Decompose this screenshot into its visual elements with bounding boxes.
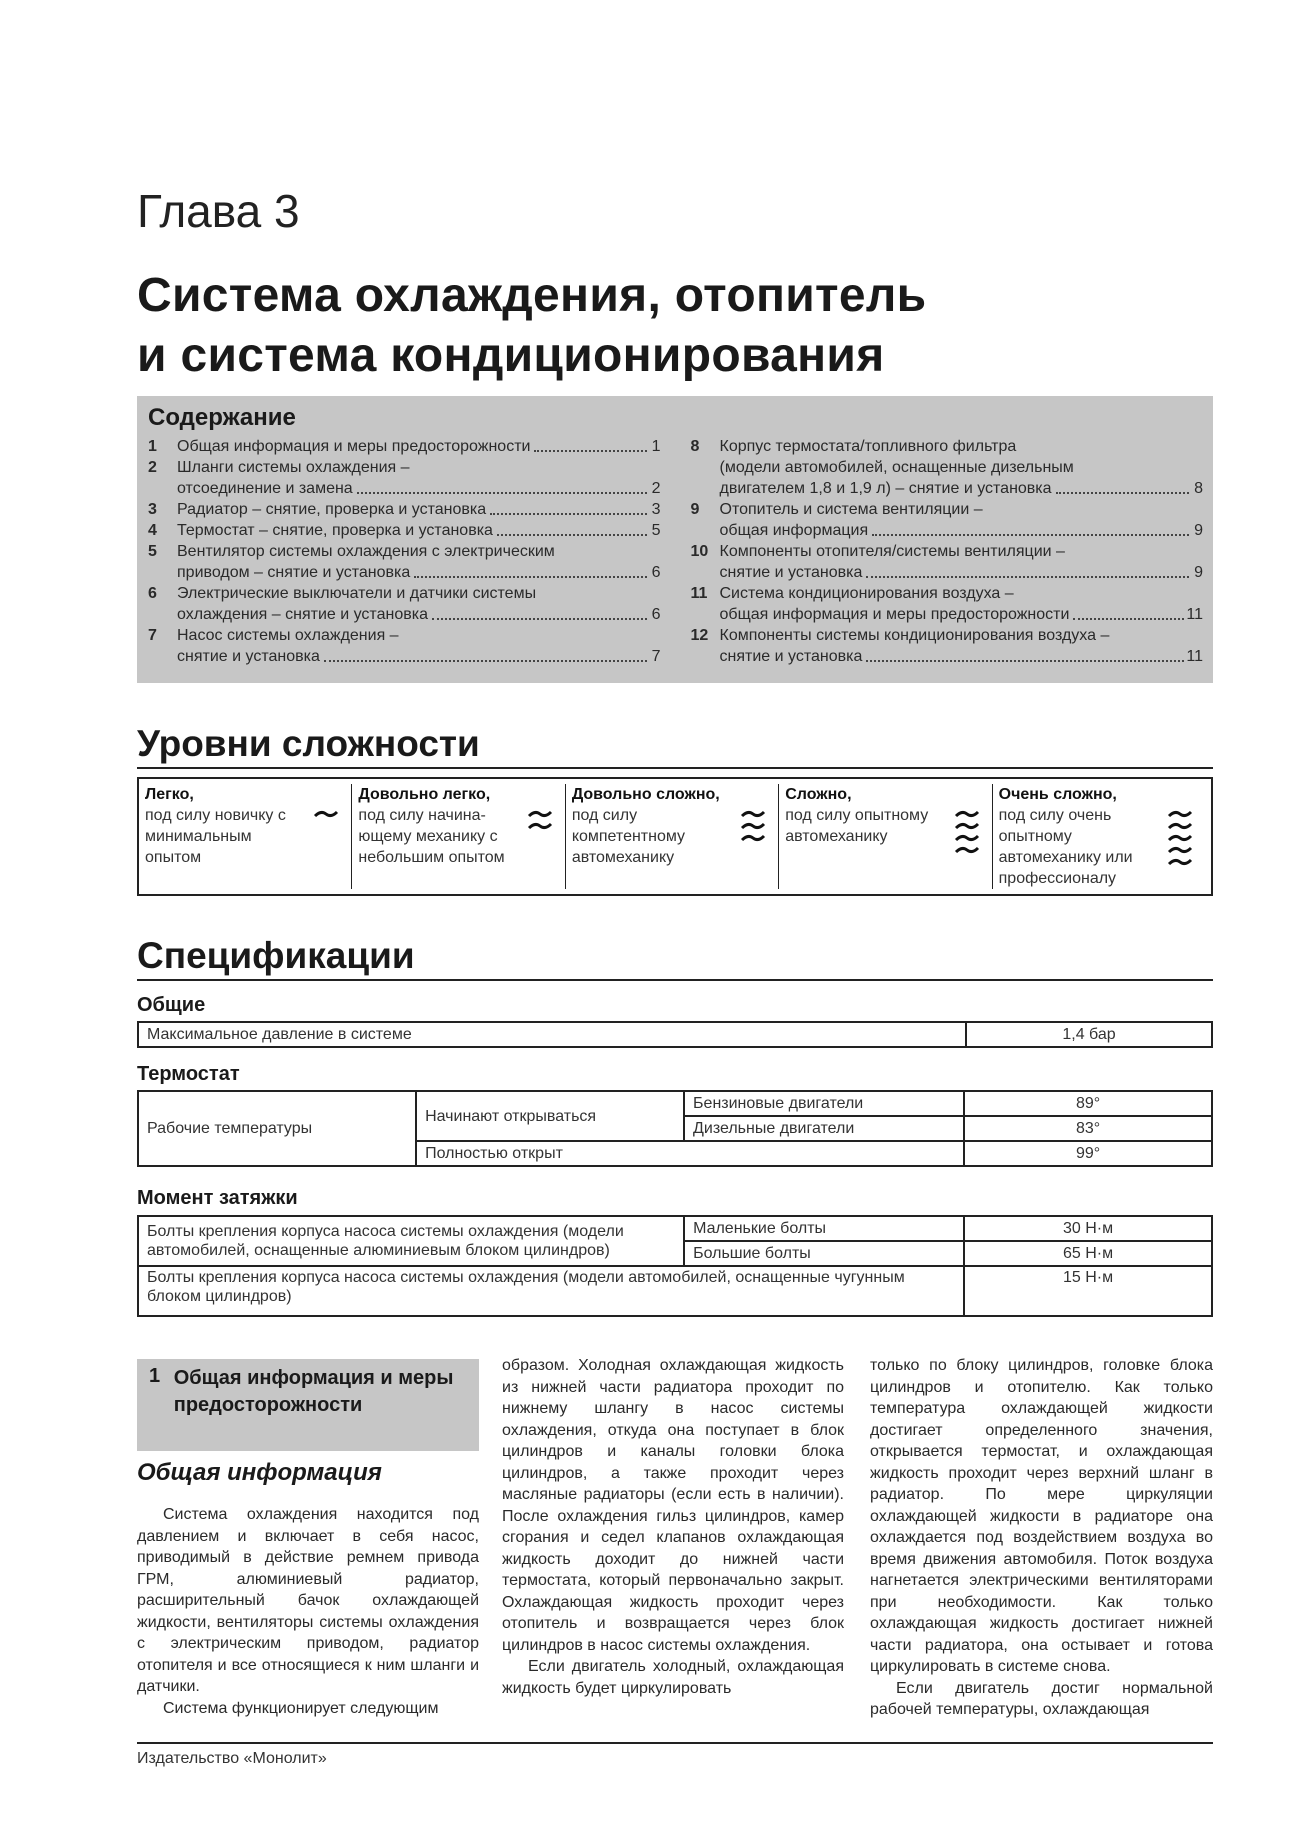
toc-leader-dots — [490, 499, 646, 515]
wrench-2-icon — [521, 784, 559, 889]
toc-leader-dots — [866, 562, 1189, 578]
spec-label: Болты крепления корпуса насоса системы охлаждения (модели автомобилей, оснащенные алюминиевым блоком цилиндров) — [138, 1216, 684, 1266]
toc-entry-text — [177, 520, 661, 541]
paragraph: только по блоку цилиндров, головке блока цилиндров и отопителю. Как только температура охлаждающей жидкости достигает определенного значения, открывается термостат, и охлаждающая жидкость проходит через верхний шланг в радиатор. По мере циркуляции охлаждающей жидкости в радиаторе она охлаждается под воздействием воздуха во время движения автомобиля. Поток воздуха нагнетается электрическими вентиляторами при необходимости. Как только охлаждающая жидкость достигает нижней части радиатора, она остывает и готова циркулировать в системе снова. — [870, 1357, 1213, 1675]
toc-entry — [148, 520, 661, 541]
spec-sublabel: Полностью открыт — [416, 1141, 964, 1166]
toc-line — [177, 499, 661, 520]
specs-heading: Спецификации — [137, 933, 1213, 981]
toc-line-text: общая информация — [719, 522, 869, 539]
levels-heading: Уровни сложности — [137, 721, 1213, 769]
toc-entry-text — [177, 436, 661, 457]
difficulty-text — [358, 784, 520, 889]
difficulty-description: под силу опытному автомеханику — [785, 807, 929, 845]
toc-line-text: охлаждения – снятие и установка — [177, 606, 428, 623]
spec-value: 30 Н·м — [964, 1216, 1212, 1241]
difficulty-level — [358, 784, 565, 889]
paragraph: образом. Холодная охлаждающая жидкость из нижней части радиатора проходит по нижнему шлангу в насос системы охлаждения, откуда она поступает в блок цилиндров и каналы головки блока цилиндров, а также проходит через масляные радиаторы (если есть в наличии). После охлаждения гильз цилиндров, камер сгорания и седел клапанов охлаждающая жидкость доходит до нижней части термостата, который первоначально закрыт. Охлаждающая жидкость проходит через отопитель и возвращается через блок цилиндров в насос системы охлаждения. — [502, 1357, 844, 1654]
toc-entry — [148, 583, 661, 625]
difficulty-level — [145, 784, 352, 889]
toc-entry-number: 3 — [148, 501, 157, 518]
torque-table — [137, 1215, 1213, 1317]
table-of-contents — [137, 396, 1213, 683]
paragraph: Система охлаждения находится под давлением и включает в себя насос, приводимый в действие ремнем привода ГРМ, алюминиевый радиатор, расширительный бачок охлаждающей жидкости, вентиляторы системы охлаждения с электрическим приводом, радиатор отопителя и все относящиеся к ним шланги и датчики. — [137, 1506, 479, 1695]
title-line-2: и система кондиционирования — [137, 329, 885, 382]
thermostat-table — [137, 1090, 1213, 1167]
toc-left-column — [148, 436, 661, 667]
table-row — [138, 1091, 1212, 1116]
difficulty-level — [572, 784, 779, 889]
toc-line-text: двигателем 1,8 и 1,9 л) – снятие и установка — [719, 480, 1052, 497]
spec-sublabel: Бензиновые двигатели — [684, 1091, 964, 1116]
toc-entry-text — [177, 499, 661, 520]
toc-entry-text — [720, 583, 1204, 625]
spec-sublabel: Большие болты — [684, 1241, 964, 1266]
toc-entry-number: 1 — [148, 438, 157, 455]
difficulty-level — [785, 784, 992, 889]
text-column-3 — [870, 1355, 1213, 1721]
toc-line-text: Система кондиционирования воздуха – — [719, 585, 1014, 602]
toc-line-text: Отопитель и система вентиляции – — [719, 501, 983, 518]
toc-leader-dots — [534, 436, 646, 452]
toc-line-text: снятие и установка — [177, 648, 320, 665]
toc-line-text: Электрические выключатели и датчики системы — [177, 585, 537, 602]
toc-entry-text — [177, 541, 661, 583]
toc-line — [720, 583, 1204, 604]
toc-leader-dots — [414, 562, 646, 578]
toc-line-text: Радиатор – снятие, проверка и установка — [177, 501, 487, 518]
toc-page-number: 11 — [1186, 606, 1203, 623]
toc-heading: Содержание — [148, 404, 296, 431]
toc-entry-number: 5 — [148, 543, 157, 560]
difficulty-title: Довольно сложно, — [571, 786, 720, 803]
subsection-title: Общая информация — [137, 1459, 382, 1486]
toc-line — [720, 541, 1204, 562]
toc-entry — [691, 625, 1204, 667]
text-column-2 — [502, 1355, 844, 1699]
toc-line — [177, 520, 661, 541]
toc-page-number: 6 — [649, 604, 661, 625]
toc-entry-text — [720, 541, 1204, 583]
toc-entry — [691, 583, 1204, 625]
toc-line — [720, 499, 1204, 520]
difficulty-text — [572, 784, 734, 889]
difficulty-levels — [137, 777, 1213, 896]
spec-value: 15 Н·м — [964, 1266, 1212, 1316]
wrench-3-icon — [734, 784, 772, 889]
toc-line-text: приводом – снятие и установка — [177, 564, 411, 581]
difficulty-description: под силу очень опытному автомеханику или профессионалу — [998, 807, 1133, 887]
toc-leader-dots — [872, 520, 1189, 536]
toc-entry-text — [720, 625, 1204, 667]
toc-line — [177, 583, 661, 604]
toc-line-text: снятие и установка — [719, 564, 863, 581]
table-row — [138, 1266, 1212, 1316]
table-row — [138, 1022, 1212, 1047]
toc-line-text: Компоненты системы кондиционирования воздуха – — [719, 627, 1110, 644]
difficulty-level — [999, 784, 1205, 889]
spec-sublabel: Дизельные двигатели — [684, 1116, 964, 1141]
spec-sublabel: Начинают открываться — [416, 1091, 684, 1141]
toc-line-text: снятие и установка — [719, 648, 863, 665]
paragraph: Если двигатель холодный, охлаждающая жидкость будет циркулировать — [502, 1658, 844, 1697]
toc-entry-number: 10 — [690, 543, 709, 560]
toc-page-number: 3 — [649, 499, 661, 520]
toc-line — [177, 478, 661, 499]
torque-heading: Момент затяжки — [137, 1187, 298, 1209]
toc-page-number: 2 — [649, 478, 661, 499]
paragraph: Если двигатель достиг нормальной рабочей температуры, охлаждающая — [870, 1679, 1213, 1718]
toc-page-number: 9 — [1191, 520, 1203, 541]
toc-entry — [148, 499, 661, 520]
spec-value: 1,4 бар — [966, 1022, 1212, 1047]
toc-entry — [691, 436, 1204, 499]
wrench-4-icon — [948, 784, 986, 889]
toc-line — [720, 604, 1204, 625]
difficulty-text — [999, 784, 1161, 889]
footer-rule — [137, 1742, 1213, 1744]
toc-line — [177, 562, 661, 583]
toc-line — [720, 646, 1204, 667]
toc-line-text: Насос системы охлаждения – — [177, 627, 399, 644]
toc-entry — [148, 541, 661, 583]
toc-line — [720, 478, 1204, 499]
toc-page-number: 5 — [649, 520, 661, 541]
toc-line — [720, 436, 1204, 457]
toc-entry-text — [177, 583, 661, 625]
toc-leader-dots — [432, 604, 647, 620]
wrench-5-icon — [1161, 784, 1199, 889]
toc-line-text: отсоединение и замена — [177, 480, 353, 497]
general-heading: Общие — [137, 994, 206, 1016]
toc-page-number: 9 — [1191, 562, 1203, 583]
toc-line — [177, 457, 661, 478]
spec-value: 99° — [964, 1141, 1212, 1166]
toc-line-text: Общая информация и меры предосторожности — [177, 438, 531, 455]
thermostat-heading: Термостат — [137, 1063, 240, 1085]
section-title: Общая информация и меры предосторожности — [173, 1367, 454, 1416]
toc-entry-number: 8 — [690, 438, 700, 455]
spec-label: Максимальное давление в системе — [138, 1022, 966, 1047]
toc-line-text: Вентилятор системы охлаждения с электрическим — [177, 543, 555, 560]
toc-entry-number: 11 — [690, 585, 708, 602]
chapter-title — [137, 266, 1187, 386]
toc-leader-dots — [497, 520, 647, 536]
toc-entry-number: 12 — [690, 627, 709, 644]
toc-entry-number: 2 — [148, 459, 157, 476]
spec-label: Болты крепления корпуса насоса системы охлаждения (модели автомобилей, оснащенные чугунным блоком цилиндров) — [138, 1266, 964, 1316]
toc-entry — [691, 541, 1204, 583]
toc-line-text: общая информация и меры предосторожности — [719, 606, 1070, 623]
title-line-1: Система охлаждения, отопитель — [137, 269, 927, 322]
toc-entry-number: 6 — [148, 585, 157, 602]
toc-line — [177, 604, 661, 625]
chapter-label: Глава 3 — [137, 185, 300, 237]
toc-line — [720, 457, 1204, 478]
toc-page-number: 7 — [649, 646, 661, 667]
toc-line — [177, 541, 661, 562]
spec-value: 89° — [964, 1091, 1212, 1116]
toc-entry-text — [720, 436, 1204, 499]
toc-line-text: Шланги системы охлаждения – — [177, 459, 410, 476]
toc-leader-dots — [1073, 604, 1184, 620]
toc-line — [177, 646, 661, 667]
toc-entry — [148, 436, 661, 457]
difficulty-title: Легко, — [145, 786, 194, 803]
difficulty-description: под силу новичку с минимальным опытом — [145, 807, 286, 866]
toc-entry-number: 9 — [690, 501, 700, 518]
section-number: 1 — [149, 1365, 161, 1387]
difficulty-title: Сложно, — [785, 786, 852, 803]
paragraph: Система функционирует следующим — [163, 1699, 439, 1717]
toc-entry-number: 4 — [148, 522, 157, 539]
difficulty-title: Очень сложно, — [998, 786, 1117, 803]
difficulty-description: под силу компетентному автомеханику — [571, 807, 686, 866]
toc-entry-text — [177, 625, 661, 667]
toc-line-text: Корпус термостата/топливного фильтра — [719, 438, 1017, 455]
toc-line-text: Компоненты отопителя/системы вентиляции – — [719, 543, 1065, 560]
text-column-1 — [137, 1504, 479, 1719]
spec-value: 65 Н·м — [964, 1241, 1212, 1266]
toc-line — [177, 436, 661, 457]
difficulty-title: Довольно легко, — [358, 786, 491, 803]
toc-line — [177, 625, 661, 646]
toc-line — [720, 562, 1204, 583]
toc-page-number: 8 — [1191, 478, 1203, 499]
toc-leader-dots — [324, 646, 647, 662]
spec-label: Рабочие температуры — [138, 1091, 416, 1166]
toc-line-text: (модели автомобилей, оснащенные дизельным — [719, 459, 1074, 476]
toc-leader-dots — [866, 646, 1184, 662]
spec-sublabel: Маленькие болты — [684, 1216, 964, 1241]
spec-value: 83° — [964, 1116, 1212, 1141]
publisher-footer: Издательство «Монолит» — [137, 1750, 327, 1767]
difficulty-description: под силу начина-ющему механику с небольшим опытом — [358, 807, 505, 866]
toc-page-number: 6 — [649, 562, 661, 583]
toc-leader-dots — [1056, 478, 1189, 494]
toc-leader-dots — [357, 478, 647, 494]
toc-page-number: 11 — [1186, 648, 1203, 665]
toc-line — [720, 520, 1204, 541]
toc-line — [720, 625, 1204, 646]
toc-right-column — [691, 436, 1204, 667]
toc-entry-text — [720, 499, 1204, 541]
toc-page-number: 1 — [649, 436, 661, 457]
section-1-heading-box — [137, 1359, 479, 1451]
toc-entry-text — [177, 457, 661, 499]
difficulty-text — [785, 784, 947, 889]
table-row — [138, 1216, 1212, 1241]
wrench-1-icon — [307, 784, 345, 889]
toc-entry-number: 7 — [148, 627, 157, 644]
toc-entry — [148, 457, 661, 499]
toc-entry — [148, 625, 661, 667]
difficulty-text — [145, 784, 307, 889]
toc-entry — [691, 499, 1204, 541]
toc-line-text: Термостат – снятие, проверка и установка — [177, 522, 493, 539]
general-table — [137, 1021, 1213, 1048]
